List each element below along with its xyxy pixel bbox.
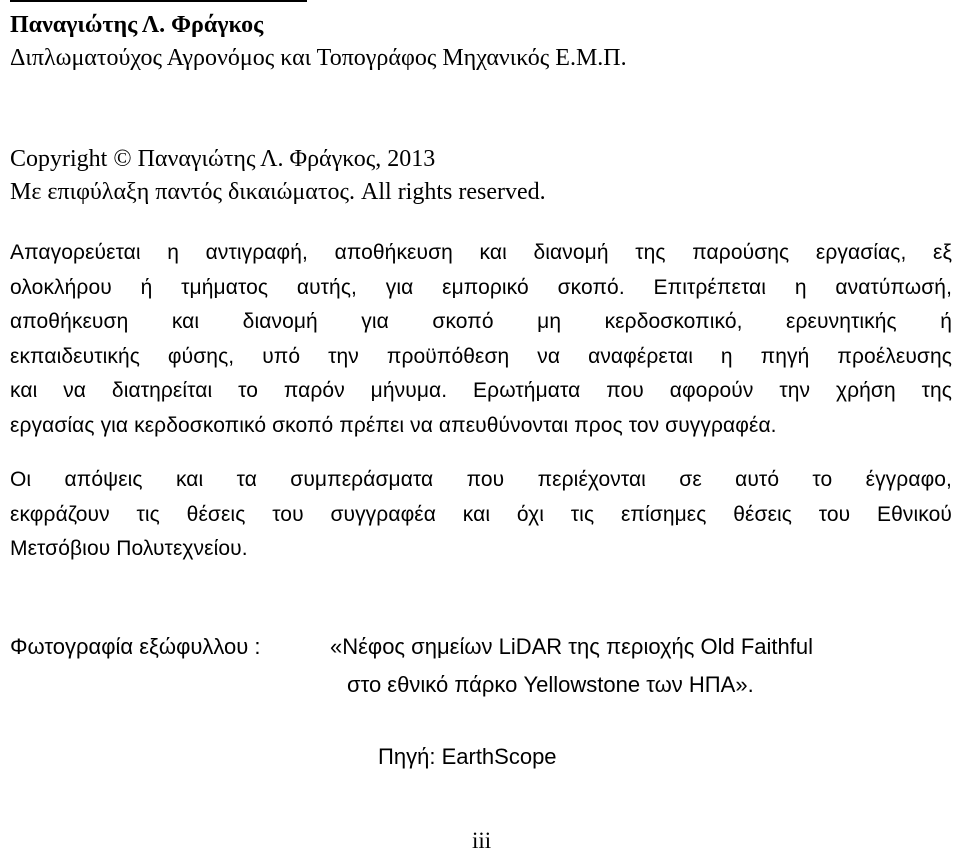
copying-notice [10,236,952,443]
author-title: Διπλωματούχος Αγρονόμος και Τοπογράφος Μηχανικός Ε.Μ.Π. [10,45,627,71]
top-rule [10,0,307,2]
disclaimer-line: Μετσόβιου Πολυτεχνείου. [10,537,248,560]
cover-photo-title-line1: «Νέφος σημείων LiDAR της περιοχής Old Faithful [330,634,813,659]
cover-photo-title-line2: στο εθνικό πάρκο Yellowstone των ΗΠΑ». [347,672,754,697]
author-name: Παναγιώτης Λ. Φράγκος [10,12,264,38]
page-number: iii [472,828,492,853]
copyright-line: Copyright © Παναγιώτης Λ. Φράγκος, 2013 [10,146,436,172]
disclaimer [10,463,952,567]
notice-line: εκπαιδευτικής φύσης, υπό την προϋπόθεση να αναφέρεται η πηγή προέλευσης [10,344,952,368]
disclaimer-line: Οι απόψεις και τα συμπεράσματα που περιέχονται σε αυτό το έγγραφο, [10,468,952,491]
notice-line: εργασίας για κερδοσκοπικό σκοπό πρέπει να απευθύνονται προς τον συγγραφέα. [10,413,777,437]
notice-line: και να διατηρείται το παρόν μήνυμα. Ερωτήματα που αφορούν την χρήση της [10,379,952,402]
notice-line: αποθήκευση και διανομή για σκοπό μη κερδοσκοπικό, ερευνητικής ή [10,310,952,333]
rights-reserved-line: Με επιφύλαξη παντός δικαιώματος. All rights reserved. [10,179,546,205]
notice-line: Απαγορεύεται η αντιγραφή, αποθήκευση και διανομή της παρούσης εργασίας, εξ [10,241,952,264]
disclaimer-line: εκφράζουν τις θέσεις του συγγραφέα και όχι τις επίσημες θέσεις του Εθνικού [10,502,952,526]
cover-photo-source: Πηγή: EarthScope [378,744,557,769]
cover-photo-label: Φωτογραφία εξώφυλλου : [10,634,261,659]
notice-line: ολοκλήρου ή τμήματος αυτής, για εμπορικό σκοπό. Επιτρέπεται η ανατύπωσή, [10,275,952,299]
